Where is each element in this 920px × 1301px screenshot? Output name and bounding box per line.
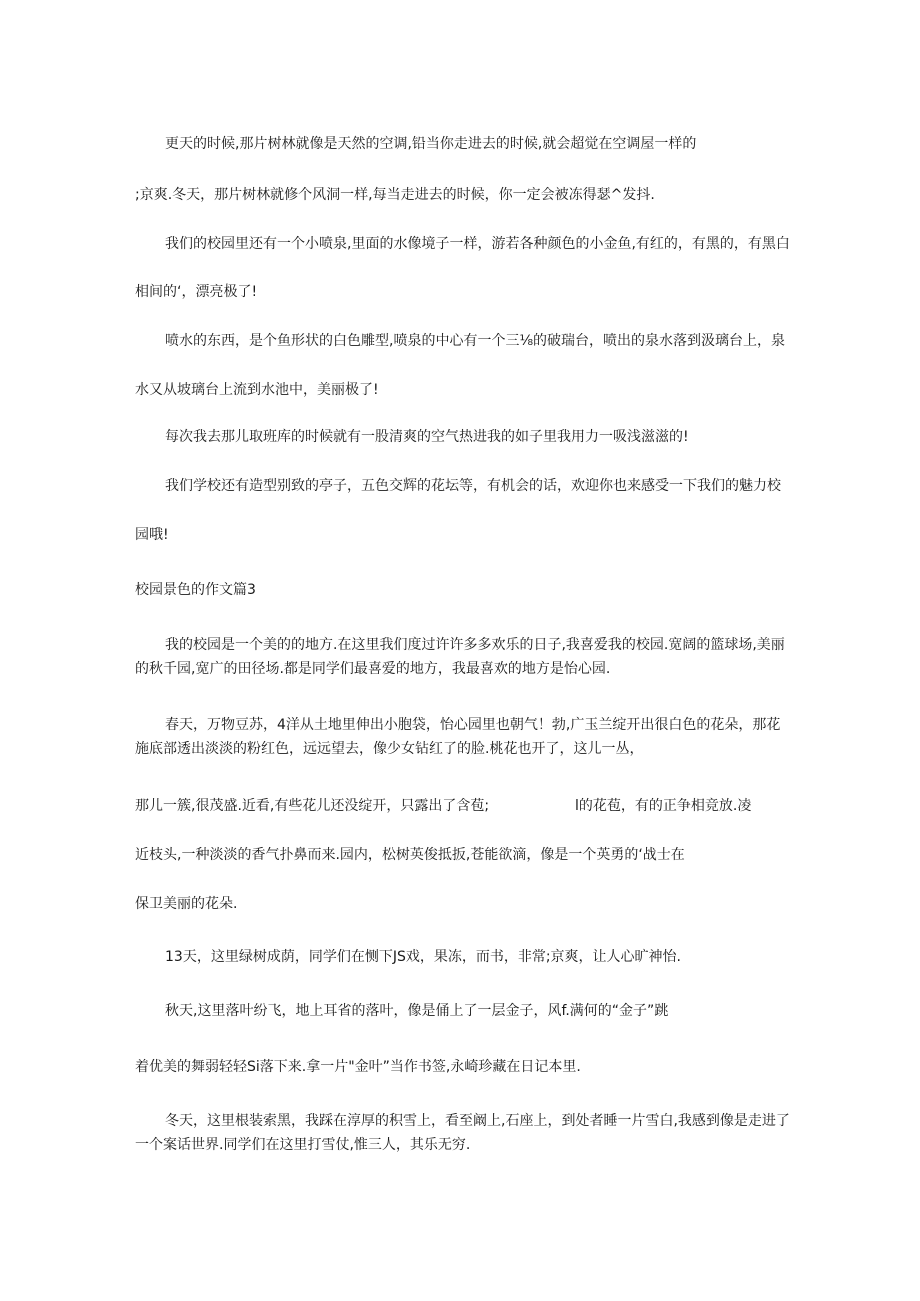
paragraph-line: 园哦! [135, 527, 169, 543]
paragraph-line: 一个案话世界.同学们在这里打雪仗,惟三人，其乐无穷. [135, 1137, 471, 1153]
paragraph-line: 我的校园是一个美的的地方.在这里我们度过许许多多欢乐的日子,我喜爱我的校园.宽阔的篮球场,美丽 [165, 637, 785, 653]
paragraph-line: 春天，万物豆苏，4洋从土地里伸出小胞袋，怡心园里也朝气！勃,广玉兰绽开出很白色的花朵，那花 [165, 717, 781, 733]
paragraph-line: 更天的时候,那片树林就像是天然的空调,铅当你走进去的时候,就会超觉在空调屋一样的 [165, 136, 697, 152]
paragraph-line: 那儿一簇,很茂盛.近看,有些花儿还没绽开，只露出了含苞; [135, 798, 490, 814]
paragraph-line: 相间的‘，漂亮极了! [135, 284, 258, 300]
paragraph-line: 13天，这里绿树成荫，同学们在恻下JS戏，果冻，而书，非常;京爽，让人心旷神怡. [165, 949, 681, 965]
paragraph-line: 水又从坡璃台上流到水池中，美丽极了! [135, 382, 379, 398]
paragraph-line: 我们学校还有造型别致的亭子，五色交辉的花坛等，有机会的话，欢迎你也来感受一下我们的魅力校 [165, 478, 781, 494]
paragraph-line: 施底部透出淡淡的粉红色，远远望去，像少女钻红了的脸.桃花也开了，这儿一丛， [135, 741, 644, 757]
paragraph-line: 冬天，这里根装索黑，我踩在淳厚的积雪上，看至阚上,石座上，到处者睡一片雪白,我感到像是走进了 [165, 1113, 790, 1129]
paragraph-line: 保卫美丽的花朵. [135, 896, 238, 912]
paragraph-line: 着优美的舞弱轻轻Si落下来.拿一片"金叶”当作书签,永崎珍藏在日记本里. [135, 1059, 581, 1075]
paragraph-line: ;京爽.冬天，那片树林就修个风洞一样,每当走进去的时候，你一定会被冻得瑟^发抖. [135, 187, 655, 203]
paragraph-line-fragment: l的花苞，有的正争相竞放.凌 [575, 798, 752, 814]
paragraph-line: 喷水的东西，是个鱼形状的白色雕型,喷泉的中心有一个三⅛的破瑞台，喷出的泉水落到汲璃台上，泉 [165, 333, 786, 349]
paragraph-line: 近枝头,一种淡淡的香气扑鼻而来.园内，松树英俊抵扳,苍能欲滴，像是一个英勇的‘战士在 [135, 847, 685, 863]
paragraph-line: 的秋千园,宽广的田径场.都是同学们最喜爱的地方，我最喜欢的地方是怡心园. [135, 661, 611, 677]
paragraph-line: 我们的校园里还有一个小喷泉,里面的水像境子一样，游若各种颜色的小金鱼,有红的，有黑的，有黑白 [165, 236, 790, 252]
paragraph-line: 秋天,这里落叶纷飞，地上耳省的落叶，像是俑上了一层金子，风f.满何的“金子”跳 [165, 1003, 669, 1019]
paragraph-line: 每次我去那儿取班库的时候就有一股清爽的空气热进我的如子里我用力一吸浅滋滋的! [165, 429, 689, 445]
section-heading: 校园景色的作文篇3 [135, 582, 256, 598]
